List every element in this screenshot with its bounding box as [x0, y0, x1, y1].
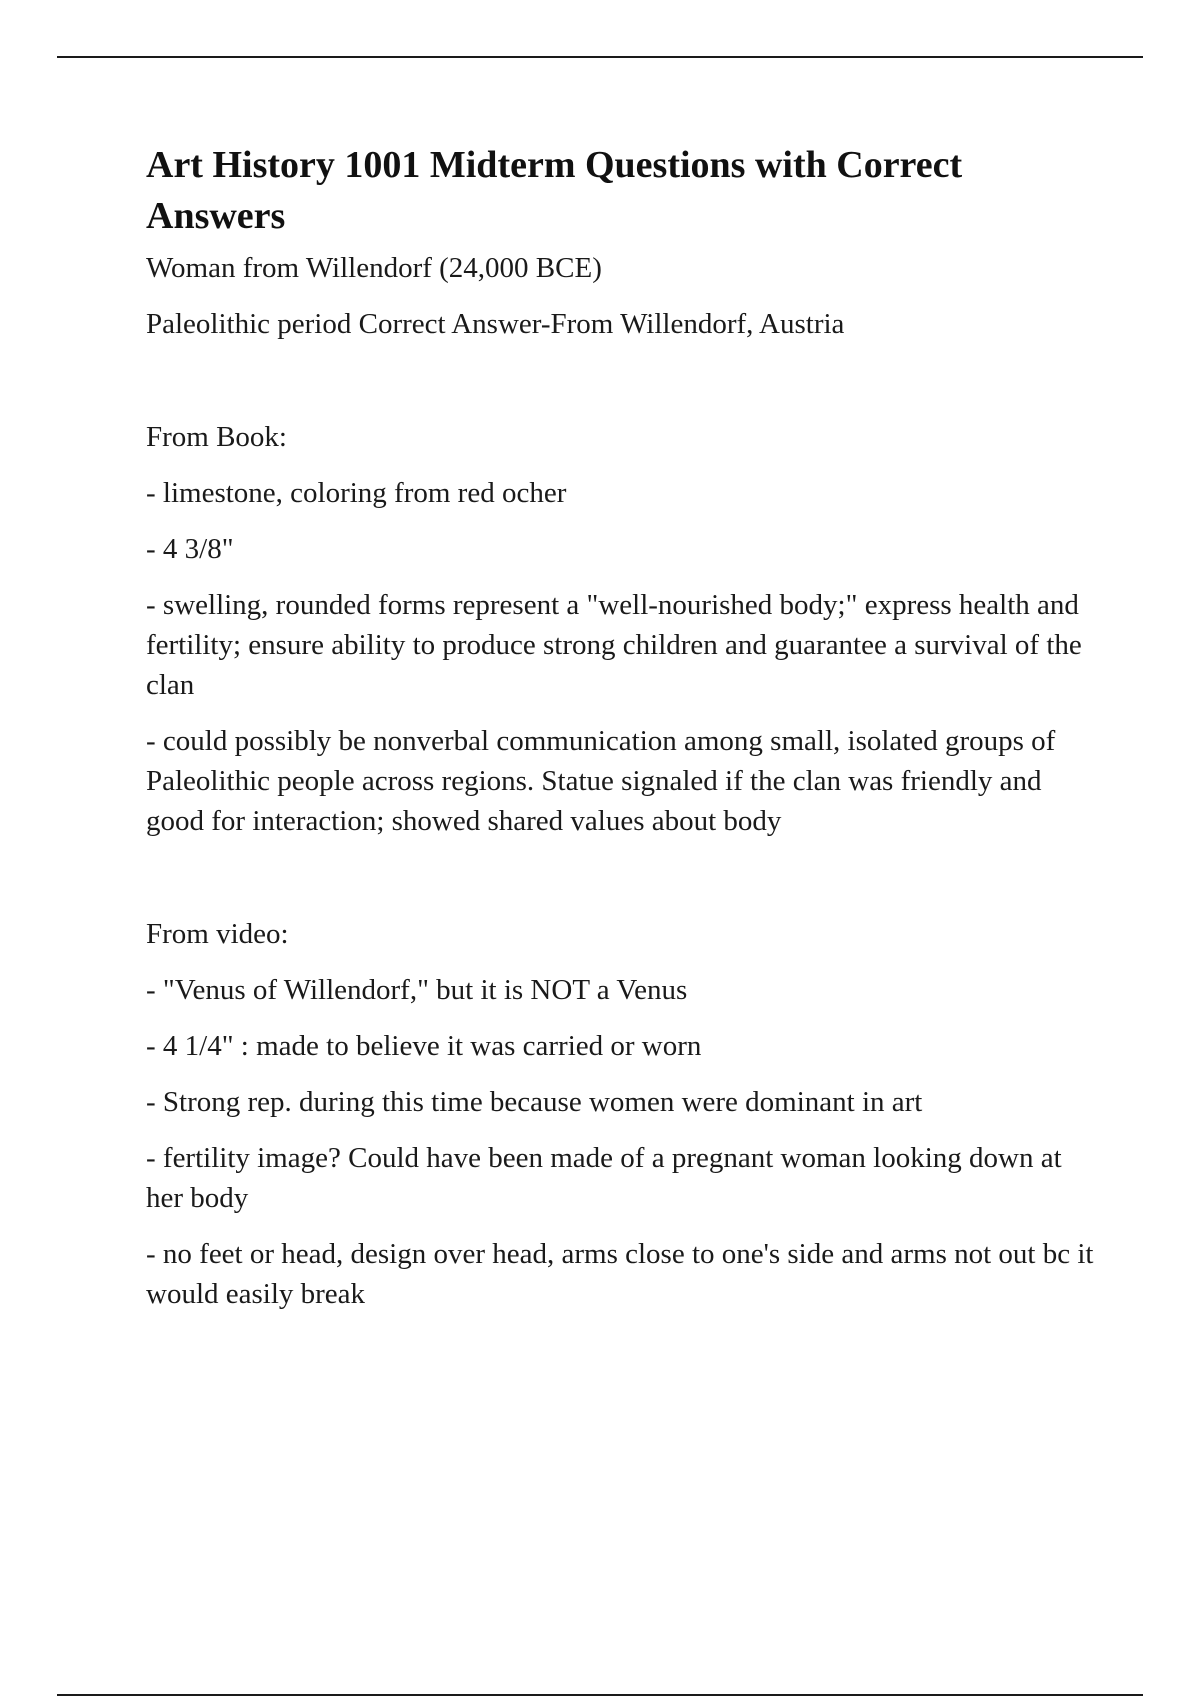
footer-rule — [57, 1694, 1143, 1696]
question-line: Woman from Willendorf (24,000 BCE) — [146, 252, 602, 284]
book-item: - could possibly be nonverbal communication among small, isolated groups of Paleolithic people across regions. Statue signaled if the clan was friendly and good for interaction; showed shared values about body — [146, 725, 1056, 837]
video-item: - 4 1/4" : made to believe it was carried or worn — [146, 1030, 702, 1062]
document-title: Art History 1001 Midterm Questions with Correct Answers — [146, 144, 963, 237]
video-item: - "Venus of Willendorf," but it is NOT a Venus — [146, 974, 688, 1006]
video-item: - fertility image? Could have been made of a pregnant woman looking down at her body — [146, 1142, 1062, 1214]
spacer — [146, 857, 1101, 914]
book-section-heading: From Book: — [146, 421, 287, 453]
book-item: - swelling, rounded forms represent a "well-nourished body;" express health and fertility; ensure ability to produce strong children and guarantee a survival of the clan — [146, 589, 1082, 701]
video-section-heading: From video: — [146, 918, 289, 950]
book-item: - 4 3/8" — [146, 533, 234, 565]
video-item: - no feet or head, design over head, arms close to one's side and arms not out bc it would easily break — [146, 1238, 1094, 1310]
document-body — [146, 140, 1101, 1330]
header-rule — [57, 56, 1143, 58]
book-item: - limestone, coloring from red ocher — [146, 477, 567, 509]
answer-line: Paleolithic period Correct Answer-From Willendorf, Austria — [146, 308, 845, 340]
video-item: - Strong rep. during this time because women were dominant in art — [146, 1086, 923, 1118]
spacer — [146, 360, 1101, 417]
